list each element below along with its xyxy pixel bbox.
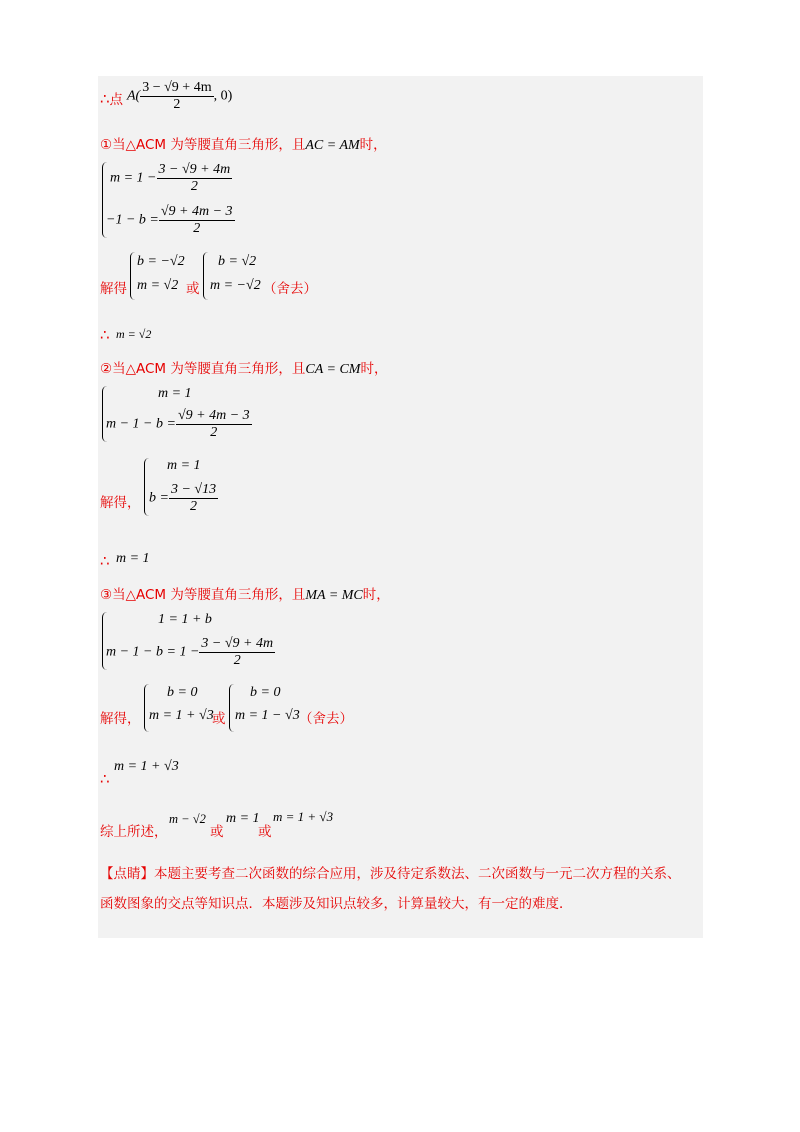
case1-eq1: m = 1 − $\frac{3 - √9 + 4m}{2}$ (110, 162, 231, 194)
case1-result: ∴ (100, 326, 110, 344)
comment-line-1: 【点睛】本题主要考查二次函数的综合应用，涉及待定系数法、二次函数与一元二次方程的关系、 (100, 866, 681, 882)
therefore-symbol: ∴ (100, 90, 110, 108)
case3-eq1: 1 = 1 + b (158, 612, 212, 627)
case3-discard: （舍去） (299, 711, 353, 727)
case1-sol2-m: m = −√2 (210, 278, 261, 293)
case3-heading: ③当△ACM 为等腰直角三角形，且MA = MC时， (100, 587, 390, 603)
case1-result-value: m = √2 (116, 327, 152, 341)
case1-discard: （舍去） (263, 281, 317, 297)
case2-eq2: m − 1 − b = $\frac{√9 + 4m - 3}{2}$ (106, 408, 250, 440)
comment-line-2: 函数图象的交点等知识点．本题涉及知识点较多，计算量较大，有一定的难度． (100, 896, 573, 912)
case3-result: ∴ (100, 770, 110, 788)
case3-sol2-m: m = 1 − √3 (235, 708, 300, 723)
case3-sol1-m: m = 1 + √3 (149, 708, 214, 723)
case2-result: ∴ (100, 552, 110, 570)
case3-result-value: m = 1 + √3 (114, 759, 179, 774)
case1-heading: ①当△ACM 为等腰直角三角形，且AC = AM时， (100, 137, 387, 153)
case3-sol1-b: b = 0 (167, 685, 198, 700)
point-a-expression: A( $\frac{3 - √9 + 4m}{2}$ , 0) (127, 80, 233, 112)
case1-sol1-m: m = √2 (137, 278, 179, 293)
case2-sol-b: b = $\frac{3 - √13}{2}$ (149, 482, 217, 514)
case2-heading: ②当△ACM 为等腰直角三角形，且CA = CM时， (100, 361, 388, 377)
case1-sol1-brace (130, 252, 137, 300)
case1-solve-label: 解得 (100, 281, 127, 297)
case2-sol-m: m = 1 (167, 458, 201, 473)
case1-sol2-brace (203, 252, 210, 300)
case3-solve-label: 解得， (100, 711, 141, 727)
case2-result-value: m = 1 (116, 551, 150, 566)
summary-or-2: 或 (258, 824, 272, 840)
case1-or: 或 (186, 281, 200, 297)
case1-sol2-b: b = √2 (218, 254, 257, 269)
case3-or: 或 (212, 711, 226, 727)
point-a-line: ∴点 (100, 90, 124, 108)
summary-value-2: m = 1 (226, 811, 260, 826)
summary-value-3: m = 1 + √3 (273, 809, 334, 824)
case1-sol1-b: b = −√2 (137, 254, 185, 269)
case2-solve-label: 解得， (100, 495, 141, 511)
summary-value-1: m − √2 (169, 812, 206, 826)
case3-sol2-b: b = 0 (250, 685, 281, 700)
summary-label: 综上所述， (100, 824, 168, 840)
case3-eq2: m − 1 − b = 1 − $\frac{3 - √9 + 4m}{2}$ (106, 636, 274, 668)
case2-eq1: m = 1 (158, 386, 192, 401)
summary-or-1: 或 (210, 824, 224, 840)
case1-eq2: −1 − b = $\frac{√9 + 4m - 3}{2}$ (106, 204, 233, 236)
